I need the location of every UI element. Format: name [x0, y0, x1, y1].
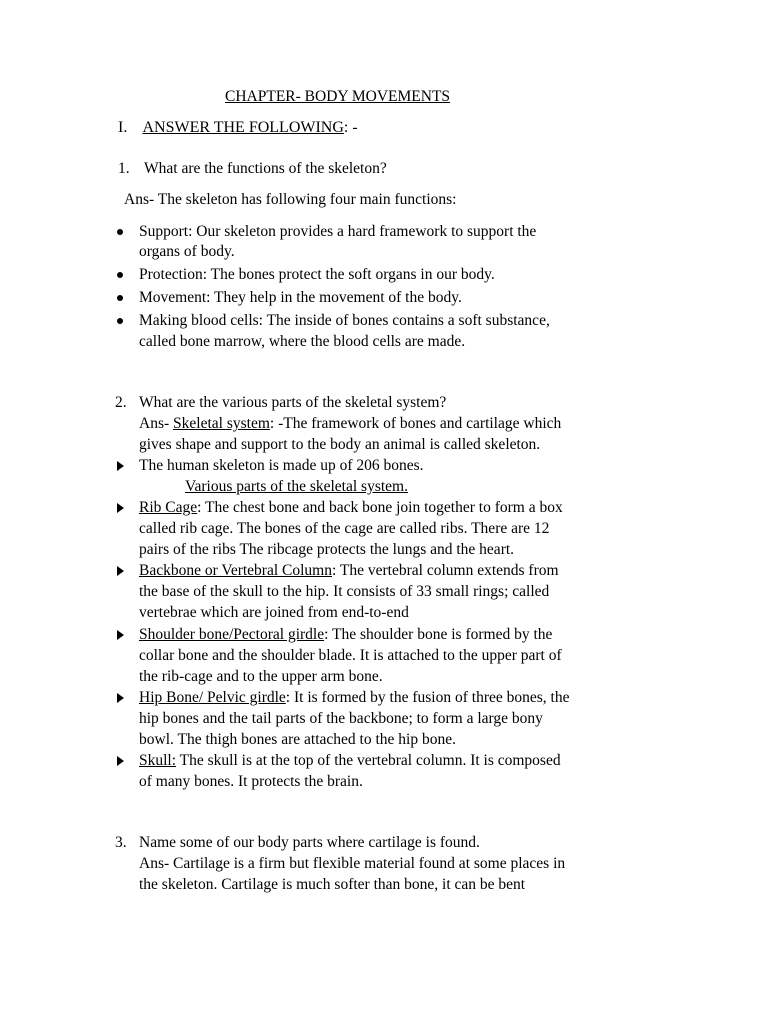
part-rib-cage-line-2: called rib cage. The bones of the cage are called ribs. There are 12 [139, 520, 550, 537]
chapter-title: CHAPTER- BODY MOVEMENTS [225, 88, 451, 105]
part-skull-line-1: Skull: The skull is at the top of the vertebral column. It is composed [139, 752, 561, 769]
q3-text: Name some of our body parts where cartilage is found. [139, 834, 480, 851]
q1-bullet-4-line-2: called bone marrow, where the blood cells are made. [139, 333, 466, 350]
bullet-icon [117, 318, 123, 324]
part-shoulder-term: Shoulder bone/Pectoral girdle [139, 626, 325, 643]
arrow-bullet-icon [117, 756, 124, 766]
q1-answer: Ans- The skeleton has following four main functions: [124, 191, 457, 208]
arrow-bullet-icon [117, 461, 124, 471]
part-rib-cage-line-1: Rib Cage: The chest bone and back bone join together to form a box [139, 499, 563, 516]
q1-bullet-1-line-1: Support: Our skeleton provides a hard framework to support the [139, 223, 537, 240]
section-heading-text: ANSWER THE FOLLOWING [142, 119, 344, 136]
q3-answer-line-1: Ans- Cartilage is a firm but flexible material found at some places in [139, 855, 566, 872]
q1-text: What are the functions of the skeleton? [144, 160, 387, 177]
part-hip-line-3: bowl. The thigh bones are attached to the hip bone. [139, 731, 456, 748]
section-number: I. [118, 119, 128, 136]
part-backbone-line-1: Backbone or Vertebral Column: The vertebral column extends from [139, 562, 559, 579]
q2-answer-line-2: gives shape and support to the body an animal is called skeleton. [139, 436, 541, 453]
part-shoulder-line-3: the rib-cage and to the upper arm bone. [139, 668, 383, 685]
q2-number: 2. [115, 394, 127, 411]
q1-number: 1. [118, 160, 130, 177]
part-rib-cage-term: Rib Cage [139, 499, 198, 516]
part-hip-term: Hip Bone/ Pelvic girdle [139, 689, 286, 706]
q2-text: What are the various parts of the skeletal system? [139, 394, 447, 411]
q1-bullet-3-line-1: Movement: They help in the movement of the body. [139, 289, 462, 306]
q1-bullet-4-line-1: Making blood cells: The inside of bones contains a soft substance, [139, 312, 550, 329]
bullet-icon [117, 229, 123, 235]
q1-bullet-2-line-1: Protection: The bones protect the soft organs in our body. [139, 266, 495, 283]
q2-fact: The human skeleton is made up of 206 bones. [139, 457, 424, 474]
q2-subheading: Various parts of the skeletal system. [185, 478, 408, 495]
bullet-icon [117, 295, 123, 301]
section-heading-suffix: : - [343, 119, 358, 136]
part-skull-line-2: of many bones. It protects the brain. [139, 773, 363, 790]
part-shoulder-line-2: collar bone and the shoulder blade. It is attached to the upper part of [139, 647, 562, 664]
part-backbone-line-2: the base of the skull to the hip. It consists of 33 small rings; called [139, 583, 550, 600]
part-backbone-term: Backbone or Vertebral Column [139, 562, 332, 579]
part-skull-term: Skull: [139, 752, 177, 769]
q2-answer-line-1: Ans- Skeletal system: -The framework of bones and cartilage which [139, 415, 562, 432]
part-rib-cage-line-3: pairs of the ribs The ribcage protects the lungs and the heart. [139, 541, 515, 558]
q3-number: 3. [115, 834, 127, 851]
bullet-icon [117, 272, 123, 278]
q3-answer-line-2: the skeleton. Cartilage is much softer than bone, it can be bent [139, 876, 526, 893]
arrow-bullet-icon [117, 693, 124, 703]
arrow-bullet-icon [117, 630, 124, 640]
part-hip-line-2: hip bones and the tail parts of the backbone; to form a large bony [139, 710, 543, 727]
part-backbone-line-3: vertebrae which are joined from end-to-end [139, 604, 409, 621]
q2-answer-term: Skeletal system [173, 415, 270, 432]
question-1 [118, 159, 130, 179]
arrow-bullet-icon [117, 566, 124, 576]
part-hip-line-1: Hip Bone/ Pelvic girdle: It is formed by the fusion of three bones, the [139, 689, 570, 706]
q1-bullet-1-line-2: organs of body. [139, 243, 235, 260]
section-heading [118, 118, 358, 138]
part-shoulder-line-1: Shoulder bone/Pectoral girdle: The shoulder bone is formed by the [139, 626, 553, 643]
arrow-bullet-icon [117, 503, 124, 513]
